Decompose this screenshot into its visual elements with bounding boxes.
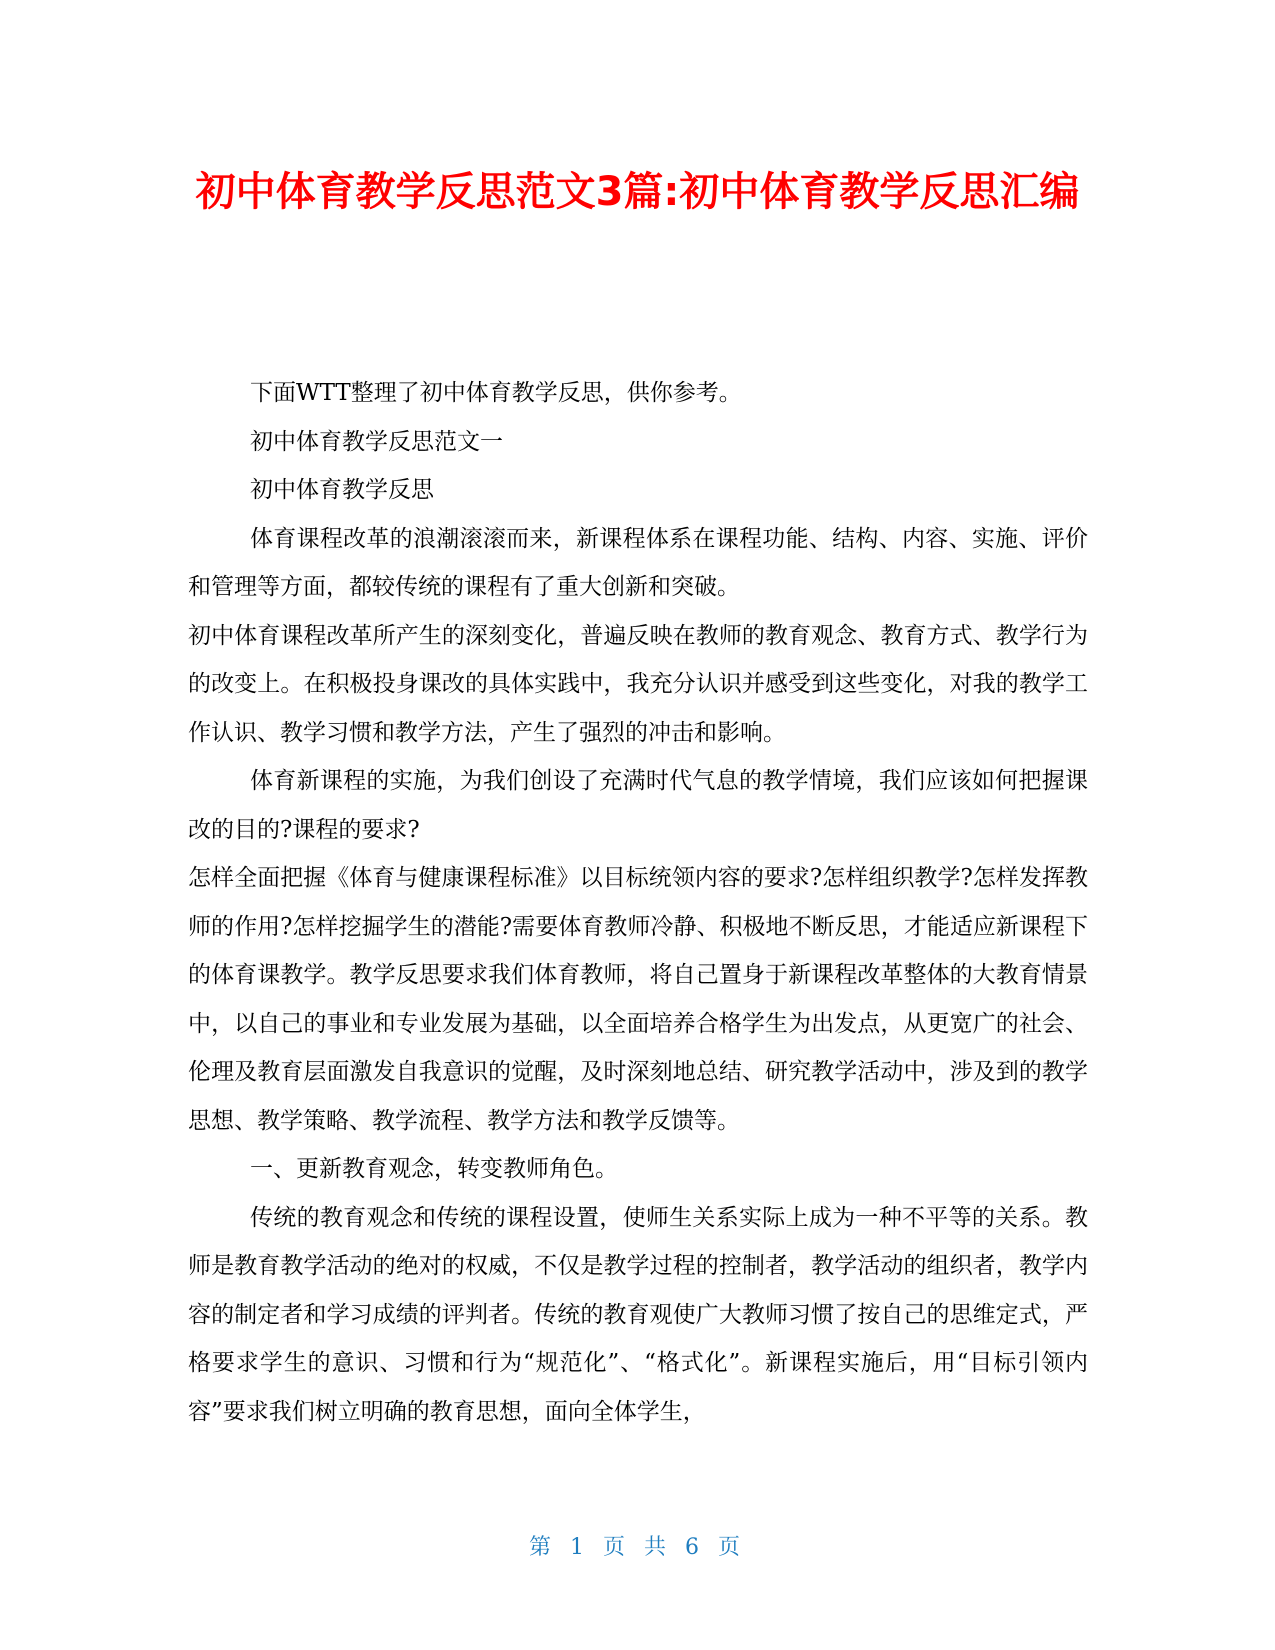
document-body [188, 369, 1088, 1436]
paragraph-intro: 下面WTT整理了初中体育教学反思，供你参考。 [250, 380, 742, 406]
paragraph: 传统的教育观念和传统的课程设置，使师生关系实际上成为一种不平等的关系。教师是教育教学活动的绝对的权威，不仅是教学过程的控制者，教学活动的组织者，教学内容的制定者和学习成绩的评判者。传统的教育观使广大教师习惯了按自己的思维定式，严格要求学生的意识、习惯和行为“规范化”、“格式化”。新课程实施后，用“目标引领内容”要求我们树立明确的教育思想，面向全体学生， [188, 1204, 1088, 1425]
document-title: 初中体育教学反思范文3篇:初中体育教学反思汇编 [195, 169, 1080, 215]
paragraph-subheading: 初中体育教学反思 [250, 477, 434, 503]
paragraph: 初中体育课程改革所产生的深刻变化，普遍反映在教师的教育观念、教育方式、教学行为的改变上。在积极投身课改的具体实践中，我充分认识并感受到这些变化，对我的教学工作认识、教学习惯和教学方法，产生了强烈的冲击和影响。 [188, 622, 1088, 746]
paragraph: 体育新课程的实施，为我们创设了充满时代气息的教学情境，我们应该如何把握课改的目的?课程的要求? [188, 768, 1088, 843]
paragraph-point-heading: 一、更新教育观念，转变教师角色。 [250, 1156, 618, 1182]
paragraph: 体育课程改革的浪潮滚滚而来，新课程体系在课程功能、结构、内容、实施、评价和管理等方面，都较传统的课程有了重大创新和突破。 [188, 525, 1088, 600]
paragraph-section-heading: 初中体育教学反思范文一 [250, 428, 503, 455]
paragraph: 怎样全面把握《体育与健康课程标准》以目标统领内容的要求?怎样组织教学?怎样发挥教师的作用?怎样挖掘学生的潜能?需要体育教师冷静、积极地不断反思，才能适应新课程下的体育课教学。教学反思要求我们体育教师，将自己置身于新课程改革整体的大教育情景中，以自己的事业和专业发展为基础，以全面培养合格学生为出发点，从更宽广的社会、伦理及教育层面激发自我意识的觉醒，及时深刻地总结、研究教学活动中，涉及到的教学思想、教学策略、教学流程、教学方法和教学反馈等。 [188, 865, 1088, 1134]
page-footer: 第 1 页 共 6 页 [529, 1535, 746, 1560]
